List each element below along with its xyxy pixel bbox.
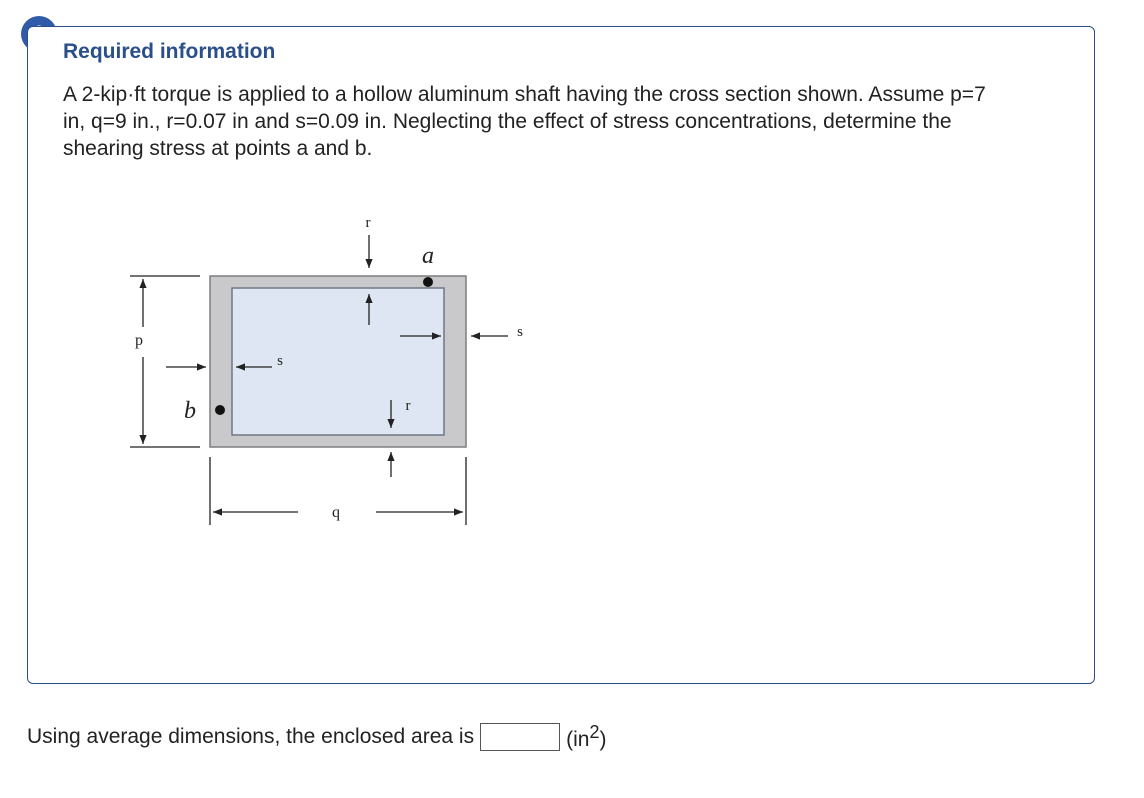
label-r-bottom: r [405, 398, 411, 414]
label-q: q [332, 504, 340, 521]
answer-row [27, 722, 606, 752]
info-heading: Required information [63, 40, 276, 63]
point-a-dot [423, 277, 433, 287]
label-p: p [135, 332, 143, 349]
point-b-dot [215, 405, 225, 415]
problem-statement: A 2-kip·ft torque is applied to a hollow aluminum shaft having the cross section shown. Assume p=7 in, q=9 in., r=0.07 in and s=0.09 in. Neglecting the effect of stress concentrations, determine the shearing stress at points a and b. [63, 83, 986, 160]
cross-section-figure [110, 185, 540, 535]
label-s-right: s [517, 324, 523, 340]
label-b: b [184, 398, 196, 424]
shaft-inner-hollow [232, 288, 444, 435]
unit-label: $(in^2)$ [566, 722, 607, 751]
question-prompt: Using average dimensions, the enclosed area is [27, 725, 475, 748]
label-a: a [422, 243, 434, 269]
enclosed-area-input[interactable] [480, 723, 560, 751]
label-s-left: s [277, 353, 283, 369]
label-r-top: r [365, 215, 371, 231]
